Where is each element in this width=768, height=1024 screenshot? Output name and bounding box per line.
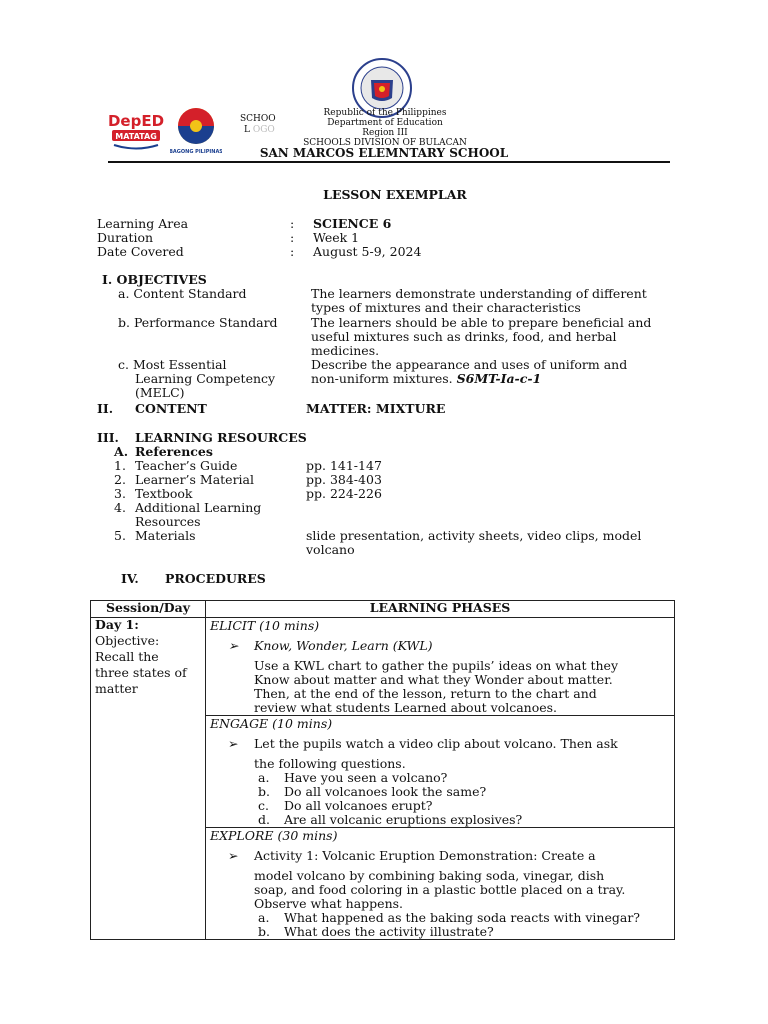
explore-title: EXPLORE (30 mins) bbox=[210, 828, 338, 843]
references-heading: References bbox=[135, 444, 213, 459]
elicit-title: ELICIT (10 mins) bbox=[210, 618, 320, 633]
elicit-text: Know about matter and what they Wonder about matter. bbox=[254, 672, 613, 687]
deped-logo-text: DepED bbox=[108, 112, 164, 130]
resource-num: 5. bbox=[114, 528, 126, 543]
resource-num: 4. bbox=[114, 500, 126, 515]
references-letter: A. bbox=[114, 444, 129, 459]
engage-title: ENGAGE (10 mins) bbox=[210, 716, 333, 731]
schoo-label: SCHOO bbox=[240, 114, 276, 124]
melc-text: non-uniform mixtures. S6MT-Ia-c-1 bbox=[311, 371, 542, 386]
list-item: a. Have you seen a volcano? bbox=[258, 770, 448, 785]
content-value: MATTER: MIXTURE bbox=[306, 401, 446, 416]
list-item: b. What does the activity illustrate? bbox=[258, 924, 494, 939]
melc-label: c. Most Essential bbox=[118, 357, 227, 372]
content-standard-text: The learners demonstrate understanding of different bbox=[311, 286, 647, 301]
performance-standard-text: medicines. bbox=[311, 343, 380, 358]
content-standard-label: a. Content Standard bbox=[118, 286, 247, 301]
procedures-heading: PROCEDURES bbox=[165, 571, 266, 586]
list-item: ➢ Activity 1: Volcanic Eruption Demonstration: Create a bbox=[228, 848, 596, 863]
info-colon: : bbox=[290, 244, 295, 259]
engage-text: the following questions. bbox=[254, 756, 406, 771]
school-name: SAN MARCOS ELEMNTARY SCHOOL bbox=[259, 146, 509, 160]
performance-standard-label: b. Performance Standard bbox=[118, 315, 278, 330]
melc-label: Learning Competency bbox=[135, 371, 276, 386]
resource-label: Additional Learning bbox=[135, 500, 262, 515]
resource-label: Textbook bbox=[135, 486, 193, 501]
explore-text: model volcano by combining baking soda, vinegar, dish bbox=[254, 868, 605, 883]
melc-label: (MELC) bbox=[135, 385, 185, 400]
performance-standard-text: The learners should be able to prepare beneficial and bbox=[311, 315, 652, 330]
explore-text: soap, and food coloring in a plastic bottle placed on a tray. bbox=[254, 882, 626, 897]
melc-text: Describe the appearance and uses of uniform and bbox=[311, 357, 628, 372]
content-heading: CONTENT bbox=[135, 401, 207, 416]
table-header-row bbox=[91, 601, 675, 618]
procedures-table bbox=[90, 600, 675, 940]
resource-num: 3. bbox=[114, 486, 126, 501]
resource-value: volcano bbox=[306, 542, 355, 557]
objective-line: Objective: bbox=[95, 633, 160, 648]
resource-value: pp. 224-226 bbox=[306, 486, 382, 501]
list-item: a. What happened as the baking soda reacts with vinegar? bbox=[258, 910, 640, 925]
matatag-text: MATATAG bbox=[115, 132, 157, 141]
table-row bbox=[91, 618, 675, 716]
resource-label: Materials bbox=[135, 528, 196, 543]
elicit-text: review what students Learned about volcanoes. bbox=[254, 700, 558, 715]
deped-matatag-logo bbox=[108, 108, 164, 152]
resource-label: Learner’s Material bbox=[135, 472, 255, 487]
info-value-learning-area: SCIENCE 6 bbox=[313, 216, 392, 231]
content-standard-text: types of mixtures and their characteristics bbox=[311, 300, 581, 315]
elicit-text: Then, at the end of the lesson, return to the chart and bbox=[254, 686, 597, 701]
session-cell bbox=[91, 618, 206, 940]
elicit-text: Use a KWL chart to gather the pupils’ ideas on what they bbox=[254, 658, 619, 673]
explore-cell bbox=[206, 828, 675, 940]
performance-standard-text: useful mixtures such as drinks, food, and herbal bbox=[311, 329, 617, 344]
objective-line: Recall the bbox=[95, 649, 159, 664]
melc-code: S6MT-Ia-c-1 bbox=[456, 371, 542, 386]
info-colon: : bbox=[290, 216, 295, 231]
arrow-bullet-icon: ➢ bbox=[228, 638, 239, 653]
page-title: LESSON EXEMPLAR bbox=[323, 187, 467, 202]
republic-text: Republic of the Philippines bbox=[323, 108, 447, 118]
resource-label: Teacher’s Guide bbox=[135, 458, 238, 473]
objective-line: three states of bbox=[95, 665, 187, 680]
header-divider bbox=[108, 161, 670, 163]
schoo-label-2: L OGO bbox=[244, 125, 275, 135]
list-item: c. Do all volcanoes erupt? bbox=[258, 798, 433, 813]
resource-label: Resources bbox=[135, 514, 201, 529]
explore-text: Observe what happens. bbox=[254, 896, 404, 911]
col-session-header: Session/Day bbox=[91, 601, 206, 618]
resource-num: 2. bbox=[114, 472, 126, 487]
info-value-date: August 5-9, 2024 bbox=[313, 244, 422, 259]
procedures-num: IV. bbox=[121, 571, 139, 586]
col-phases-header: LEARNING PHASES bbox=[206, 601, 675, 618]
elicit-cell bbox=[206, 618, 675, 716]
arrow-bullet-icon: ➢ bbox=[228, 848, 239, 863]
bagong-text: BAGONG PILIPINAS bbox=[170, 149, 222, 155]
division-text: SCHOOLS DIVISION OF BULACAN bbox=[303, 138, 467, 148]
day-label: Day 1: bbox=[95, 617, 139, 632]
objective-line: matter bbox=[95, 681, 138, 696]
department-text: Department of Education bbox=[327, 118, 443, 128]
content-num: II. bbox=[97, 401, 114, 416]
info-label-duration: Duration bbox=[97, 230, 154, 245]
info-label-date: Date Covered bbox=[97, 244, 184, 259]
info-colon: : bbox=[290, 230, 295, 245]
arrow-bullet-icon: ➢ bbox=[228, 736, 239, 751]
resources-heading: LEARNING RESOURCES bbox=[135, 430, 307, 445]
info-value-duration: Week 1 bbox=[313, 230, 360, 245]
resource-num: 1. bbox=[114, 458, 126, 473]
resource-value: pp. 141-147 bbox=[306, 458, 382, 473]
list-item: ➢ Know, Wonder, Learn (KWL) bbox=[228, 638, 433, 653]
resource-value: slide presentation, activity sheets, video clips, model bbox=[306, 528, 642, 543]
list-item: b. Do all volcanoes look the same? bbox=[258, 784, 487, 799]
list-item: d. Are all volcanic eruptions explosives? bbox=[258, 812, 523, 827]
region-text: Region III bbox=[362, 128, 408, 138]
objectives-heading: I. OBJECTIVES bbox=[102, 272, 207, 287]
resource-value: pp. 384-403 bbox=[306, 472, 382, 487]
resources-num: III. bbox=[97, 430, 119, 445]
list-item: ➢ Let the pupils watch a video clip about volcano. Then ask bbox=[228, 736, 618, 751]
info-label-learning-area: Learning Area bbox=[97, 216, 189, 231]
engage-cell bbox=[206, 716, 675, 828]
